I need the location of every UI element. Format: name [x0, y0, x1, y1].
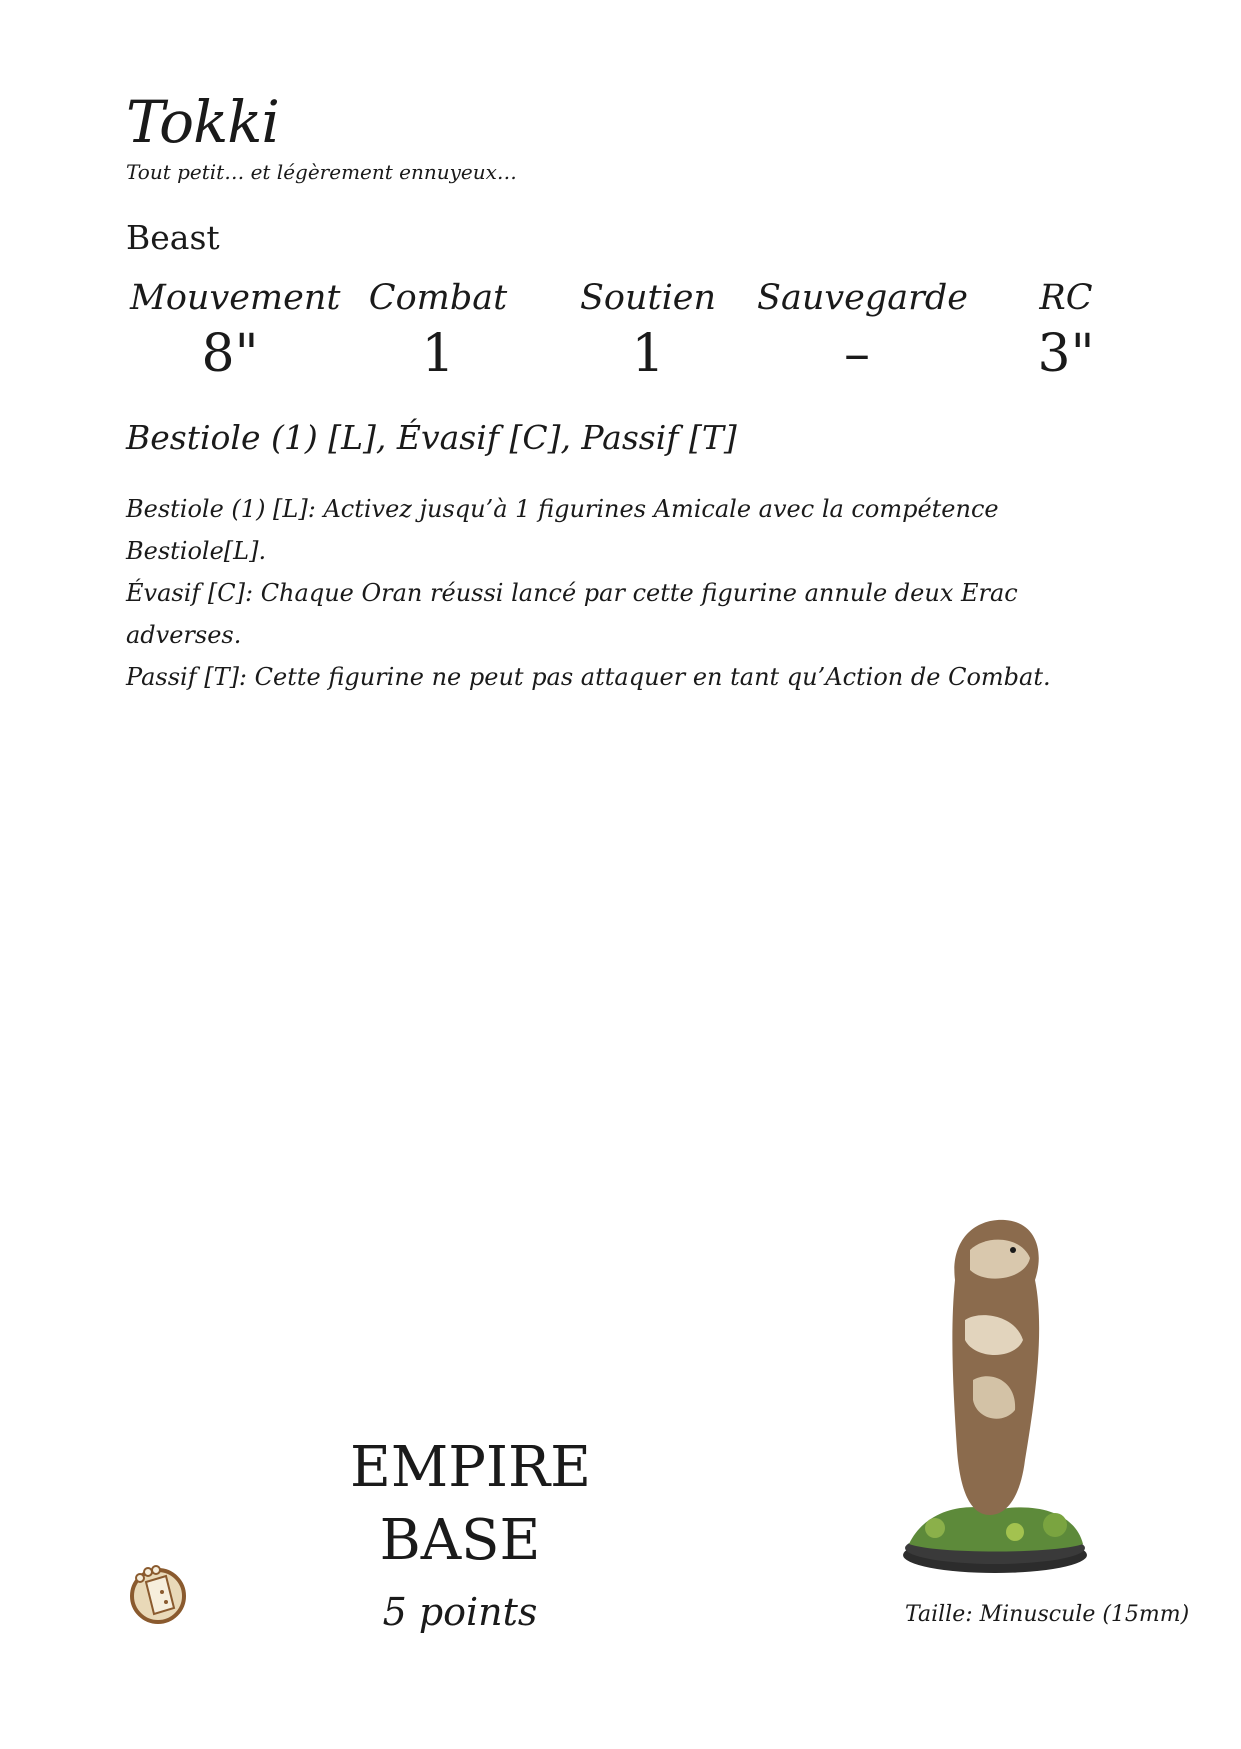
faction-name: EMPIRE: [350, 1435, 592, 1500]
dice-hand-logo-icon: [126, 1562, 190, 1626]
stat-sauvegarde: [757, 278, 968, 384]
points-cost: 5 points: [382, 1590, 538, 1634]
stat-combat: [338, 278, 538, 384]
stat-value: 1: [631, 324, 665, 384]
stat-value: 1: [421, 324, 455, 384]
card-type: Beast: [126, 218, 220, 257]
rules-text: [126, 488, 1106, 698]
stat-label: Sauvegarde: [757, 278, 968, 318]
rule-line: Bestiole (1) [L]: Activez jusqu’à 1 figurines Amicale avec la compétence: [126, 495, 999, 523]
stat-mouvement: [130, 278, 341, 384]
model-size: Taille: Minuscule (15mm): [905, 1602, 1190, 1627]
stat-label: Combat: [368, 278, 508, 318]
tokki-miniature-photo: [895, 1210, 1095, 1580]
stat-value: 8": [201, 324, 259, 384]
card-title: Tokki: [126, 88, 279, 156]
stat-label: Mouvement: [130, 278, 341, 318]
stat-rc: [966, 278, 1166, 384]
stat-value: 3": [1037, 324, 1095, 384]
rule-line: Bestiole[L].: [126, 537, 267, 565]
stat-label: Soutien: [579, 278, 717, 318]
stat-soutien: [548, 278, 748, 384]
stat-value: –: [844, 324, 870, 384]
rule-line: Passif [T]: Cette figurine ne peut pas attaquer en tant qu’Action de Combat.: [126, 663, 1051, 691]
stat-label: RC: [1039, 278, 1093, 318]
rule-line: Évasif [C]: Chaque Oran réussi lancé par cette figurine annule deux Erac adverses.: [126, 579, 1018, 649]
faction-subname: BASE: [379, 1508, 541, 1573]
card-tagline: Tout petit… et légèrement ennuyeux…: [126, 160, 517, 184]
skills-line: Bestiole (1) [L], Évasif [C], Passif [T]: [126, 418, 737, 457]
